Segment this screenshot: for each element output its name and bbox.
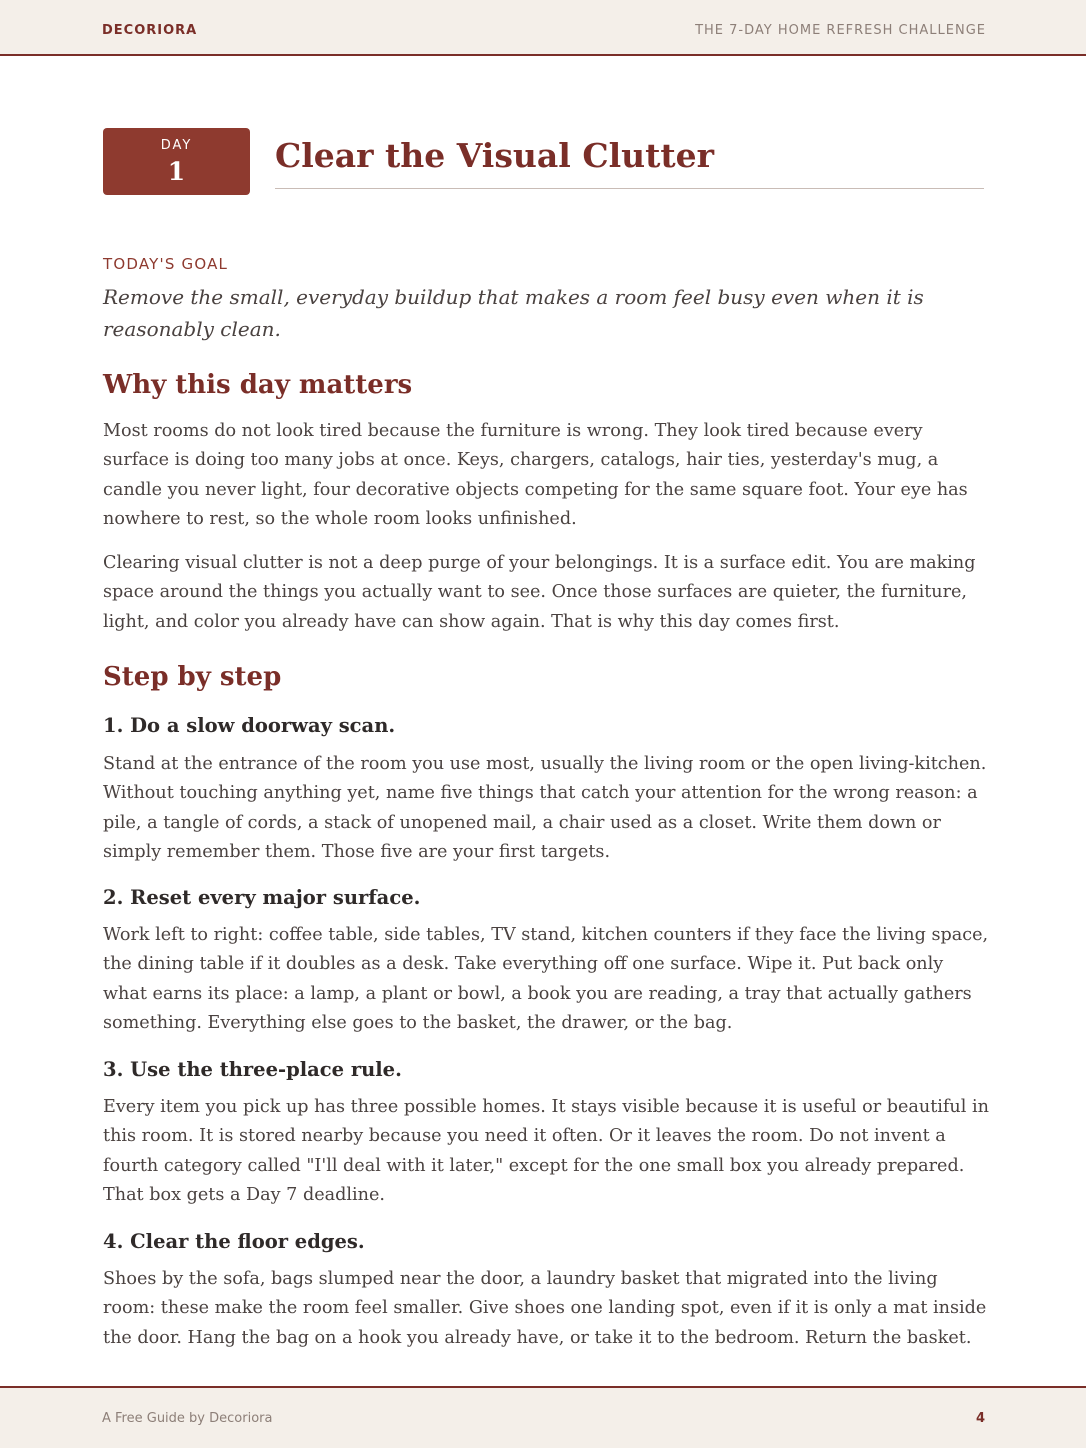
day-label: DAY (160, 138, 193, 153)
step-title-2: 2. Reset every major surface. (103, 886, 421, 909)
step-body-1: Stand at the entrance of the room you use most, usually the living room or the open living-kitchen. Without touching anything yet, name five things that catch your attention for the wrong reason: a pile, a tangle of cords, a stack of unopened mail, a chair used as a closet. Write them down or simply remember them. Those five are your first targets. (103, 754, 987, 863)
step-title-1: 1. Do a slow doorway scan. (103, 714, 396, 737)
day-number: 1 (167, 157, 186, 186)
page-title: Clear the Visual Clutter (275, 134, 984, 189)
page-header (0, 0, 1086, 56)
step-body-2: Work left to right: coffee table, side tables, TV stand, kitchen counters if they face the living space, the dining table if it doubles as a desk. Take everything off one surface. Wipe it. Put back only what earns its place: a lamp, a plant or bowl, a book you are reading, a tray that actually gathers something. Everything else goes to the basket, the drawer, or the bag. (103, 925, 989, 1034)
page-footer (0, 1386, 1086, 1448)
step-body-4: Shoes by the sofa, bags slumped near the door, a laundry basket that migrated into the living room: these make the room feel smaller. Give shoes one landing spot, even if it is only a mat inside the door. Hang the bag on a hook you already have, or take it to the bedroom. Return the basket. (103, 1269, 987, 1348)
goal-text: Remove the small, everyday buildup that makes a room feel busy even when it is reasonably clean. (103, 285, 924, 341)
step-title-4: 4. Clear the floor edges. (103, 1230, 365, 1253)
why-paragraph-1: Most rooms do not look tired because the furniture is wrong. They look tired because every surface is doing too many jobs at once. Keys, chargers, catalogs, hair ties, yesterday's mug, a candle you never light, four decorative objects competing for the same square foot. Your eye has nowhere to rest, so the whole room looks unfinished. (103, 421, 968, 530)
step-body-3: Every item you pick up has three possible homes. It stays visible because it is useful or beautiful in this room. It is stored nearby because you need it often. Or it leaves the room. Do not invent a fourth category called "I'll deal with it later," except for the one small box you already prepared. That box gets a Day 7 deadline. (103, 1097, 989, 1206)
day-badge (103, 128, 250, 195)
steps-heading: Step by step (103, 662, 282, 692)
goal-label: TODAY'S GOAL (103, 255, 229, 273)
series-title: THE 7-DAY HOME REFRESH CHALLENGE (695, 23, 986, 38)
page-number: 4 (975, 1411, 985, 1426)
brand-name: DECORIORA (102, 23, 198, 38)
footer-credit: A Free Guide by Decoriora (102, 1411, 273, 1426)
step-title-3: 3. Use the three-place rule. (103, 1058, 402, 1081)
why-heading: Why this day matters (103, 370, 413, 400)
why-paragraph-2: Clearing visual clutter is not a deep purge of your belongings. It is a surface edit. You are making space around the things you actually want to see. Once those surfaces are quieter, the furniture, light, and color you already have can show again. That is why this day comes first. (103, 553, 976, 632)
